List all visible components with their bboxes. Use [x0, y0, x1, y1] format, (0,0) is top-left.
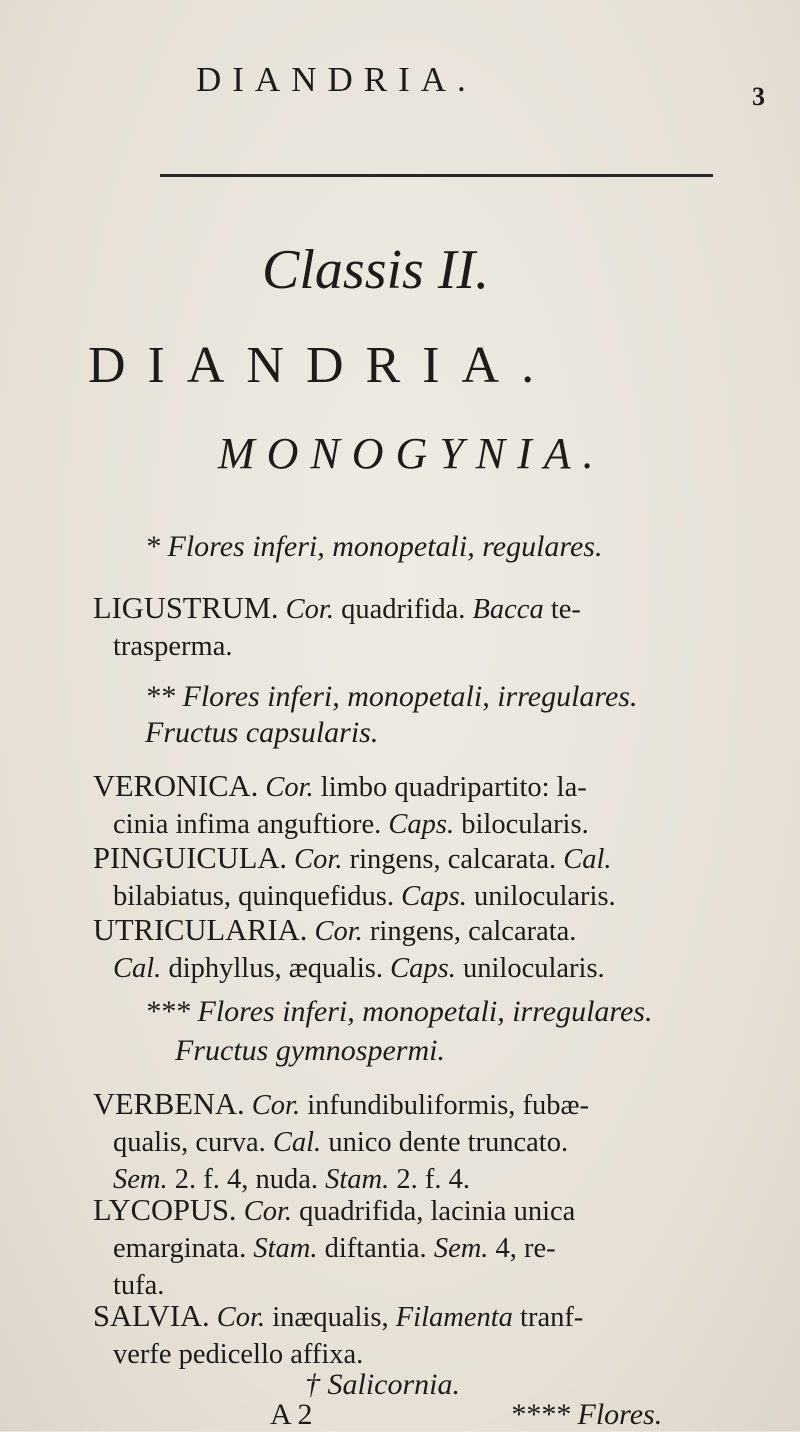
abbr: Cal. — [272, 1127, 322, 1158]
abbr: Cal. — [563, 844, 612, 875]
entry-utricularia — [93, 912, 723, 987]
running-head: DIANDRIA. — [196, 60, 477, 99]
class-title: Classis II. — [262, 239, 490, 301]
description: ringens, calcarata. — [342, 844, 564, 875]
abbr: Filamenta — [395, 1302, 513, 1333]
abbr: Sem. — [433, 1233, 489, 1264]
entry-veronica — [93, 768, 723, 843]
abbr: Cor. — [243, 1196, 293, 1227]
description: bilabiatus, quinquefidus. — [113, 881, 402, 912]
catchword: **** Flores. — [510, 1398, 663, 1431]
description: quadrifida. — [334, 594, 473, 625]
section-heading-3-sub: Fructus gymnospermi. — [175, 1034, 445, 1067]
description: unilocularis. — [466, 881, 616, 912]
description: inæqualis, — [265, 1302, 396, 1333]
description: cinia infima anguftiore. — [113, 809, 389, 840]
genus-name: UTRICULARIA. — [93, 913, 308, 947]
entry-pinguicula — [93, 840, 723, 915]
abbr: Bacca — [472, 594, 544, 625]
description: quadrifida, lacinia unica — [292, 1196, 576, 1227]
section-heading-3: *** Flores inferi, monopetali, irregulares. — [145, 995, 653, 1028]
description: 2. f. 4. — [389, 1164, 470, 1195]
description: verfe pedicello affixa. — [113, 1339, 364, 1370]
footnote: † Salicornia. — [305, 1368, 460, 1401]
description: bilocularis. — [454, 809, 589, 840]
description: diftantia. — [317, 1233, 434, 1264]
genus-name: PINGUICULA. — [93, 841, 288, 875]
signature-mark: A 2 — [270, 1398, 313, 1431]
description: 2. f. 4, nuda. — [167, 1164, 326, 1195]
entry-lycopus — [93, 1192, 723, 1304]
description: diphyllus, æqualis. — [161, 953, 391, 984]
abbr: Cor. — [216, 1302, 266, 1333]
abbr: Caps. — [390, 953, 456, 984]
abbr: Stam. — [325, 1164, 390, 1195]
abbr: Caps. — [401, 881, 467, 912]
description: tufa. — [113, 1270, 165, 1301]
description: tranf- — [512, 1302, 584, 1333]
description: 4, re- — [488, 1233, 556, 1264]
description: emarginata. — [113, 1233, 254, 1264]
entry-ligustrum — [93, 590, 723, 665]
abbr: Caps. — [388, 809, 455, 840]
description: te- — [543, 594, 581, 625]
entry-verbena — [93, 1086, 723, 1198]
header-rule — [160, 174, 713, 177]
page-number: 3 — [752, 82, 765, 111]
abbr: Cor. — [285, 594, 334, 625]
genus-name: SALVIA. — [93, 1299, 210, 1333]
abbr: Cor. — [265, 772, 314, 803]
abbr: Cor. — [251, 1090, 301, 1121]
genus-name: VERBENA. — [93, 1087, 245, 1121]
description: qualis, curva. — [113, 1127, 273, 1158]
description: ringens, calcarata. — [362, 916, 577, 947]
class-name: DIANDRIA. — [88, 337, 557, 394]
section-heading-2-sub: Fructus capsularis. — [145, 716, 379, 749]
entry-salvia — [93, 1298, 723, 1373]
description: limbo quadripartito: la- — [313, 772, 587, 803]
description: unico dente truncato. — [321, 1127, 569, 1158]
genus-name: LYCOPUS. — [93, 1193, 237, 1227]
abbr: Stam. — [253, 1233, 318, 1264]
section-heading-1: * Flores inferi, monopetali, regulares. — [145, 530, 603, 563]
section-heading-2: ** Flores inferi, monopetali, irregulares. — [145, 680, 638, 713]
abbr: Sem. — [113, 1164, 168, 1195]
abbr: Cor. — [314, 916, 363, 947]
order-name: MONOGYNIA. — [218, 429, 606, 478]
description: trasperma. — [113, 631, 233, 662]
genus-name: LIGUSTRUM. — [93, 591, 279, 625]
abbr: Cal. — [113, 953, 162, 984]
genus-name: VERONICA. — [93, 769, 259, 803]
description: infundibuliformis, fubæ- — [300, 1090, 590, 1121]
description: unilocularis. — [455, 953, 605, 984]
abbr: Cor. — [294, 844, 343, 875]
